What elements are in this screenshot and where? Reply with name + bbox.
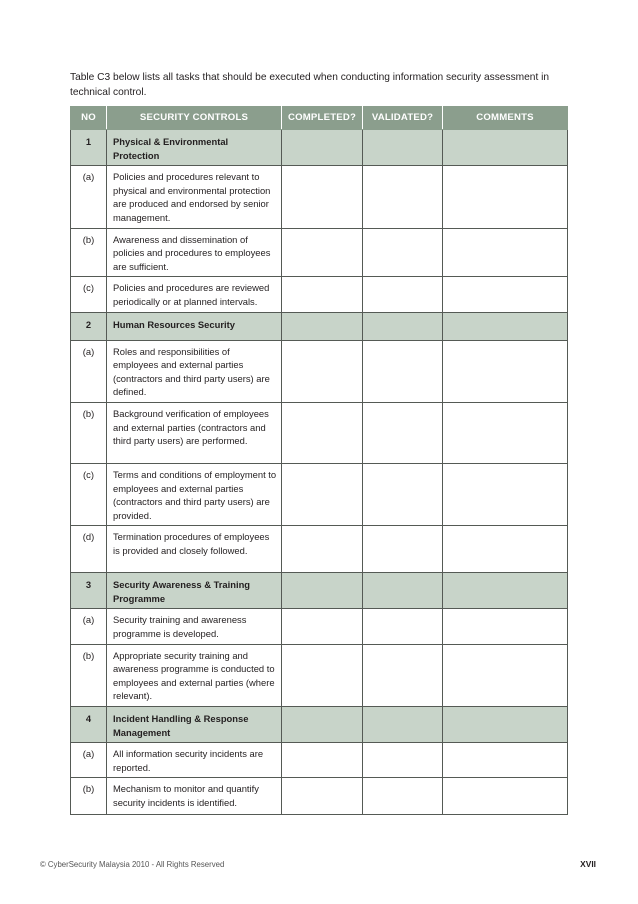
table-row	[71, 340, 568, 402]
table-row	[71, 402, 568, 463]
comments-cell[interactable]	[443, 130, 568, 166]
comments-cell[interactable]	[443, 707, 568, 743]
comments-cell[interactable]	[443, 778, 568, 815]
row-number: (b)	[71, 644, 107, 706]
completed-cell[interactable]	[282, 778, 363, 815]
table-header-row	[71, 107, 568, 130]
security-controls-table	[70, 106, 568, 815]
row-number: (a)	[71, 609, 107, 644]
row-control: Security Awareness & Training Programme	[107, 573, 282, 609]
row-control: Background verification of employees and external parties (contractors and third party users) are performed.	[107, 402, 282, 463]
validated-cell[interactable]	[363, 526, 443, 573]
completed-cell[interactable]	[282, 402, 363, 463]
row-control: All information security incidents are reported.	[107, 743, 282, 778]
completed-cell[interactable]	[282, 166, 363, 228]
header-security-controls: SECURITY CONTROLS	[107, 107, 282, 130]
header-completed: COMPLETED?	[282, 107, 363, 130]
row-control: Roles and responsibilities of employees and external parties (contractors and third party users) are defined.	[107, 340, 282, 402]
comments-cell[interactable]	[443, 463, 568, 525]
header-no: NO	[71, 107, 107, 130]
table-row	[71, 526, 568, 573]
validated-cell[interactable]	[363, 166, 443, 228]
row-number: (a)	[71, 166, 107, 228]
intro-paragraph: Table C3 below lists all tasks that should be executed when conducting information security assessment in technical control.	[70, 72, 550, 98]
table-row	[71, 743, 568, 778]
comments-cell[interactable]	[443, 340, 568, 402]
completed-cell[interactable]	[282, 609, 363, 644]
table-row	[71, 609, 568, 644]
row-number: 3	[71, 573, 107, 609]
completed-cell[interactable]	[282, 130, 363, 166]
row-number: (b)	[71, 402, 107, 463]
table-row	[71, 312, 568, 340]
comments-cell[interactable]	[443, 166, 568, 228]
row-control: Security training and awareness programme is developed.	[107, 609, 282, 644]
comments-cell[interactable]	[443, 743, 568, 778]
page-number: XVII	[580, 859, 596, 869]
comments-cell[interactable]	[443, 277, 568, 312]
row-number: 4	[71, 707, 107, 743]
row-number: (b)	[71, 228, 107, 277]
row-number: (c)	[71, 277, 107, 312]
table-row	[71, 463, 568, 525]
table-row	[71, 573, 568, 609]
row-control: Awareness and dissemination of policies and procedures to employees are sufficient.	[107, 228, 282, 277]
row-control: Policies and procedures are reviewed periodically or at planned intervals.	[107, 277, 282, 312]
comments-cell[interactable]	[443, 573, 568, 609]
validated-cell[interactable]	[363, 312, 443, 340]
header-validated: VALIDATED?	[363, 107, 443, 130]
comments-cell[interactable]	[443, 609, 568, 644]
comments-cell[interactable]	[443, 312, 568, 340]
validated-cell[interactable]	[363, 402, 443, 463]
completed-cell[interactable]	[282, 340, 363, 402]
validated-cell[interactable]	[363, 778, 443, 815]
table-row	[71, 228, 568, 277]
table-row	[71, 644, 568, 706]
completed-cell[interactable]	[282, 743, 363, 778]
completed-cell[interactable]	[282, 228, 363, 277]
completed-cell[interactable]	[282, 707, 363, 743]
completed-cell[interactable]	[282, 463, 363, 525]
table-row	[71, 166, 568, 228]
completed-cell[interactable]	[282, 312, 363, 340]
table-row	[71, 277, 568, 312]
header-comments: COMMENTS	[443, 107, 568, 130]
row-control: Terms and conditions of employment to employees and external parties (contractors and third party users) are provided.	[107, 463, 282, 525]
row-number: (d)	[71, 526, 107, 573]
comments-cell[interactable]	[443, 526, 568, 573]
footer-copyright: © CyberSecurity Malaysia 2010 - All Rights Reserved	[40, 860, 225, 869]
validated-cell[interactable]	[363, 644, 443, 706]
row-number: (a)	[71, 340, 107, 402]
table-row	[71, 778, 568, 815]
completed-cell[interactable]	[282, 277, 363, 312]
row-control: Human Resources Security	[107, 312, 282, 340]
row-control: Physical & Environmental Protection	[107, 130, 282, 166]
validated-cell[interactable]	[363, 340, 443, 402]
row-control: Mechanism to monitor and quantify security incidents is identified.	[107, 778, 282, 815]
validated-cell[interactable]	[363, 228, 443, 277]
comments-cell[interactable]	[443, 644, 568, 706]
row-control: Appropriate security training and awareness programme is conducted to employees and external parties (where relevant).	[107, 644, 282, 706]
row-control: Termination procedures of employees is provided and closely followed.	[107, 526, 282, 573]
row-number: 2	[71, 312, 107, 340]
row-number: (a)	[71, 743, 107, 778]
validated-cell[interactable]	[363, 463, 443, 525]
row-control: Incident Handling & Response Management	[107, 707, 282, 743]
row-number: (c)	[71, 463, 107, 525]
validated-cell[interactable]	[363, 609, 443, 644]
validated-cell[interactable]	[363, 743, 443, 778]
table-row	[71, 707, 568, 743]
completed-cell[interactable]	[282, 526, 363, 573]
row-control: Policies and procedures relevant to physical and environmental protection are produced and endorsed by senior management.	[107, 166, 282, 228]
comments-cell[interactable]	[443, 402, 568, 463]
row-number: 1	[71, 130, 107, 166]
validated-cell[interactable]	[363, 130, 443, 166]
row-number: (b)	[71, 778, 107, 815]
validated-cell[interactable]	[363, 573, 443, 609]
completed-cell[interactable]	[282, 573, 363, 609]
completed-cell[interactable]	[282, 644, 363, 706]
table-row	[71, 130, 568, 166]
validated-cell[interactable]	[363, 707, 443, 743]
validated-cell[interactable]	[363, 277, 443, 312]
comments-cell[interactable]	[443, 228, 568, 277]
